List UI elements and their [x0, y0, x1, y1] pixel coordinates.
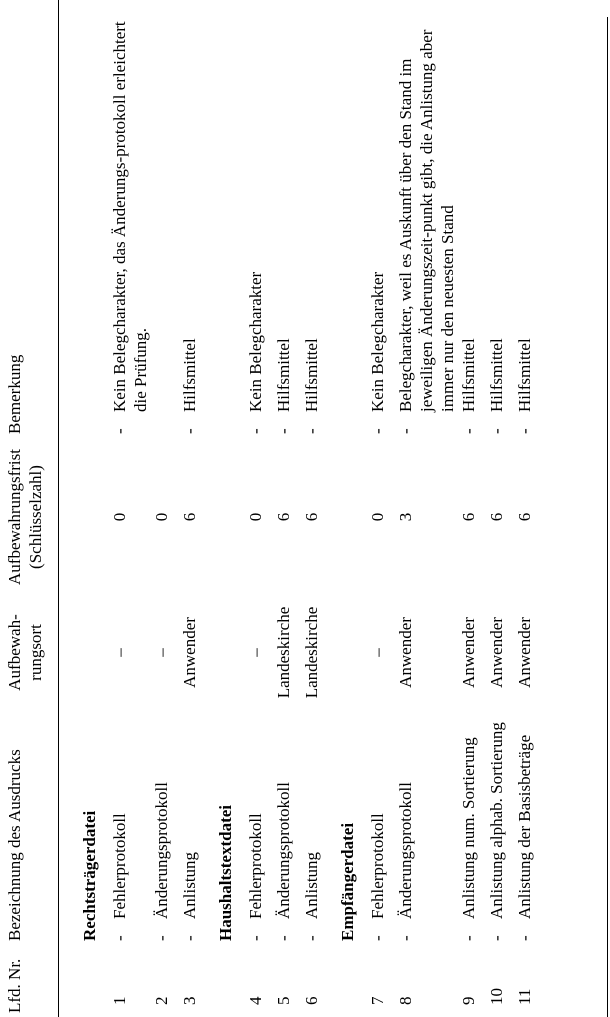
dash: -	[109, 935, 129, 941]
header-nr: Lfd. Nr.	[0, 945, 58, 1017]
cell-bemerkung-text: Kein Belegcharakter	[367, 271, 387, 412]
cell-bemerkung	[245, 0, 273, 438]
cell-bemerkung-text: Hilfsmittel	[301, 338, 321, 412]
dash: -	[245, 935, 265, 941]
cell-bezeichnung-text: Änderungsprotokoll	[151, 782, 171, 919]
cell-frist: 0	[109, 512, 129, 522]
table-row	[245, 0, 273, 1017]
cell-nr: 11	[514, 988, 534, 1005]
cell-bemerkung	[514, 0, 542, 438]
dash: -	[273, 935, 293, 941]
section-row	[58, 0, 109, 1017]
cell-ort: Anwender	[514, 617, 534, 688]
header-aufbewahrungsort	[0, 596, 58, 709]
section-rechtstraegerdatei: Rechtsträgerdatei	[79, 810, 99, 941]
cell-bemerkung	[486, 0, 514, 438]
cell-bezeichnung	[458, 709, 486, 945]
cell-ort: Anwender	[179, 617, 199, 688]
dash: -	[395, 935, 415, 941]
dash: -	[514, 428, 534, 434]
cell-bezeichnung	[301, 709, 329, 945]
cell-frist: 6	[458, 512, 478, 522]
table-row	[109, 0, 151, 1017]
header-bemerkung: Bemerkung	[0, 0, 58, 438]
dash: -	[151, 935, 171, 941]
dash: -	[109, 428, 129, 434]
dash: -	[179, 428, 199, 434]
cell-bezeichnung-text: Fehlerprotokoll	[245, 813, 265, 919]
cell-bezeichnung-text: Fehlerprotokoll	[367, 813, 387, 919]
dash: -	[458, 428, 478, 434]
cell-frist: 6	[486, 512, 506, 522]
cell-ort: –	[109, 648, 129, 657]
dash: -	[179, 935, 199, 941]
header-ort-line1: Aufbewah-	[5, 614, 24, 691]
cell-bezeichnung	[367, 709, 395, 945]
cell-nr: 3	[179, 996, 199, 1005]
table-row	[514, 0, 542, 1017]
header-aufbewahrungsfrist	[0, 438, 58, 596]
header-ort-line2: rungsort	[26, 624, 45, 681]
cell-bemerkung	[395, 0, 458, 438]
table-bottom-rule	[607, 17, 608, 1017]
cell-frist: 6	[514, 512, 534, 522]
header-bezeichnung: Bezeichnung des Ausdrucks	[0, 709, 58, 945]
section-row	[207, 0, 245, 1017]
table-row	[301, 0, 329, 1017]
cell-bemerkung-text: Hilfsmittel	[179, 338, 199, 412]
cell-nr: 8	[395, 996, 415, 1005]
dash: -	[301, 428, 321, 434]
dash: -	[486, 935, 506, 941]
cell-frist: 6	[273, 512, 293, 522]
cell-bemerkung-text: Kein Belegcharakter	[245, 271, 265, 412]
header-frist-line2: (Schlüsselzahl)	[26, 465, 45, 569]
header-row	[0, 0, 58, 1017]
cell-bezeichnung	[486, 709, 514, 945]
cell-nr: 4	[245, 996, 265, 1005]
cell-nr: 2	[151, 996, 171, 1005]
cell-frist: 6	[179, 512, 199, 522]
cell-ort: Landeskirche	[301, 606, 321, 699]
cell-bemerkung	[179, 0, 207, 438]
cell-bezeichnung-text: Änderungsprotokoll	[273, 782, 293, 919]
dash: -	[273, 428, 293, 434]
cell-frist: 6	[301, 512, 321, 522]
cell-bemerkung-text: Hilfsmittel	[514, 338, 534, 412]
cell-ort: –	[245, 648, 265, 657]
cell-nr: 7	[367, 996, 387, 1005]
cell-bemerkung	[458, 0, 486, 438]
dash: -	[367, 935, 387, 941]
cell-bezeichnung-text: Anlistung der Basisbeträge	[514, 734, 534, 919]
section-empfaengerdatei: Empfängerdatei	[337, 822, 357, 941]
cell-ort: Anwender	[458, 617, 478, 688]
cell-bemerkung	[367, 0, 395, 438]
cell-bezeichnung	[395, 709, 458, 945]
cell-bezeichnung	[151, 709, 179, 945]
table-row	[458, 0, 486, 1017]
table-row	[273, 0, 301, 1017]
cell-ort: Anwender	[486, 617, 506, 688]
table-row	[151, 0, 179, 1017]
dash: -	[514, 935, 534, 941]
dash: -	[458, 935, 478, 941]
dash: -	[486, 428, 506, 434]
cell-ort: Anwender	[395, 617, 415, 688]
cell-bemerkung	[273, 0, 301, 438]
table-row	[367, 0, 395, 1017]
cell-frist: 0	[245, 512, 265, 522]
cell-bemerkung-text: Kein Belegcharakter, das Änderungs-protokoll erleichtert die Prüfung.	[109, 21, 150, 412]
cell-nr: 10	[486, 988, 506, 1005]
cell-nr: 6	[301, 996, 321, 1005]
cell-bemerkung	[151, 0, 179, 438]
table-row	[486, 0, 514, 1017]
cell-ort: –	[151, 648, 171, 657]
header-frist-line1: Aufbewahrungsfrist	[5, 449, 24, 585]
cell-bezeichnung-text: Änderungsprotokoll	[395, 782, 415, 919]
table-row	[395, 0, 458, 1017]
cell-bemerkung	[109, 0, 151, 438]
cell-bezeichnung-text: Anlistung	[179, 851, 199, 919]
cell-bemerkung	[301, 0, 329, 438]
cell-frist: 0	[367, 512, 387, 522]
cell-frist: 0	[151, 512, 171, 522]
cell-bemerkung-text: Hilfsmittel	[486, 338, 506, 412]
cell-bezeichnung	[109, 709, 151, 945]
cell-nr: 1	[109, 996, 129, 1005]
cell-bezeichnung	[514, 709, 542, 945]
cell-bezeichnung	[273, 709, 301, 945]
section-row	[329, 0, 367, 1017]
cell-bemerkung-text: Hilfsmittel	[458, 338, 478, 412]
cell-frist: 3	[395, 512, 415, 522]
cell-bezeichnung-text: Anlistung	[301, 851, 321, 919]
cell-ort: –	[367, 648, 387, 657]
cell-bemerkung-text: Belegcharakter, weil es Auskunft über den Stand im jeweiligen Änderungszeit-punkt gibt, die Anlistung aber immer nur den neuesten Stand	[395, 29, 457, 412]
dash: -	[367, 428, 387, 434]
cell-nr: 5	[273, 996, 293, 1005]
cell-bemerkung-text: Hilfsmittel	[273, 338, 293, 412]
dash: -	[395, 428, 415, 434]
cell-bezeichnung-text: Anlistung num. Sortierung	[458, 737, 478, 919]
dash: -	[245, 428, 265, 434]
dash: -	[301, 935, 321, 941]
cell-ort: Landeskirche	[273, 606, 293, 699]
cell-bezeichnung-text: Anlistung alphab. Sortierung	[486, 722, 506, 919]
cell-nr: 9	[458, 996, 478, 1005]
cell-bezeichnung	[179, 709, 207, 945]
section-haushaltstextdatei: Haushaltstextdatei	[215, 805, 235, 941]
table-row	[179, 0, 207, 1017]
cell-bezeichnung-text: Fehlerprotokoll	[109, 813, 129, 919]
cell-bezeichnung	[245, 709, 273, 945]
